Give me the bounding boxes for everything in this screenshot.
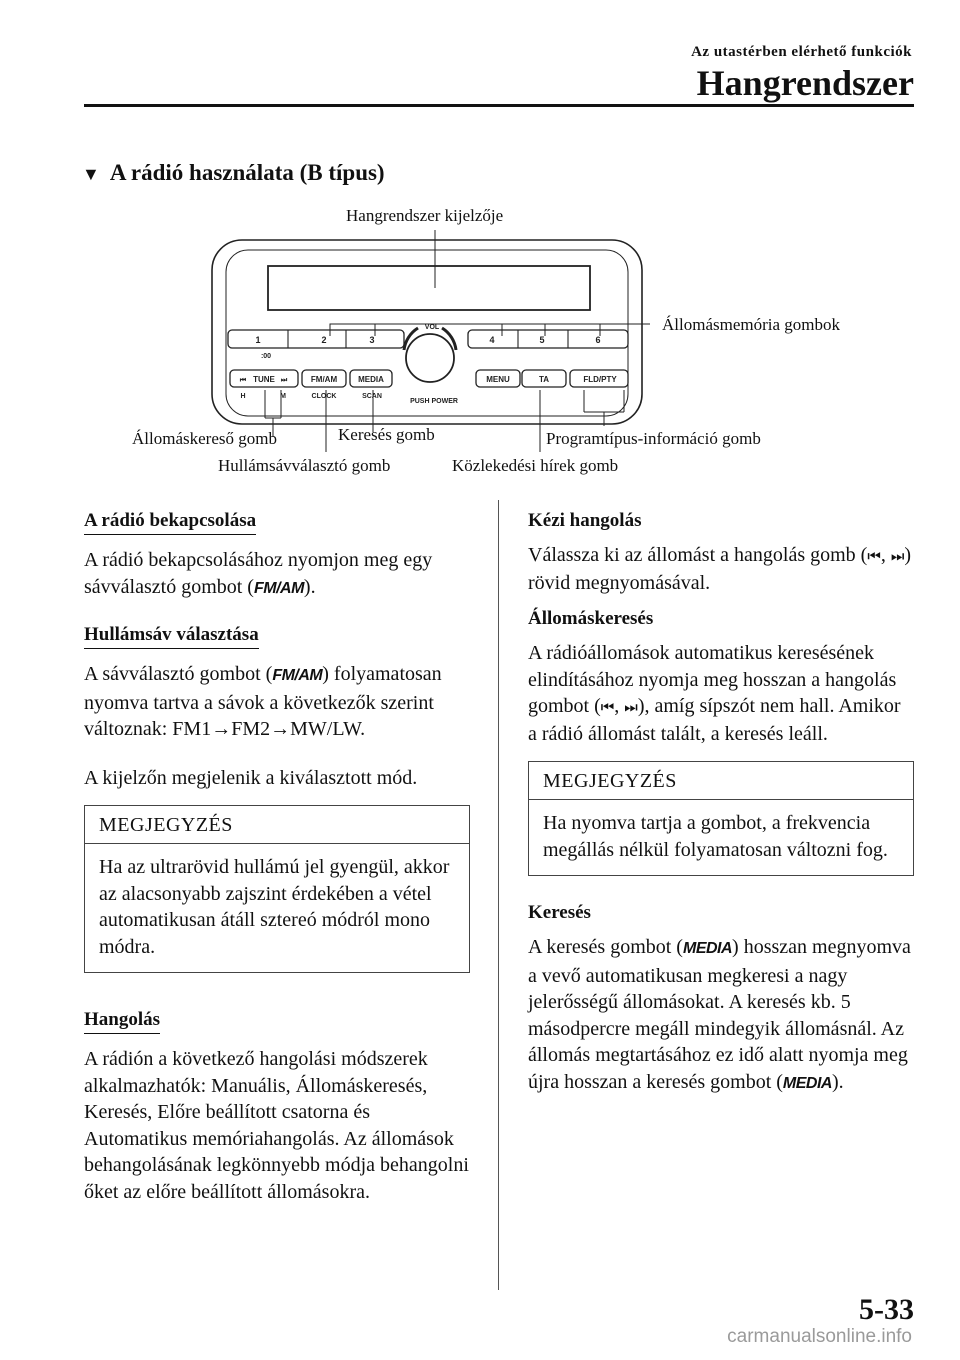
note-body: Ha az ultrarövid hullámú jel gyengül, akkor az alacsonyabb zajszint érdekében a vétel automatikusan átáll sztereó módról mono módra. (99, 856, 450, 958)
note-title: MEGJEGYZÉS (529, 762, 913, 800)
preset-4-button: 4 (489, 335, 495, 345)
caption-display: Hangrendszer kijelzője (346, 206, 504, 225)
right-column (528, 500, 914, 1109)
menu-button: MENU (486, 375, 510, 384)
manual-heading: Kézi hangolás (528, 510, 642, 531)
clock-label: CLOCK (311, 393, 337, 400)
m-label: M (280, 393, 286, 400)
note-title: MEGJEGYZÉS (85, 806, 469, 844)
note-body: Ha nyomva tartja a gombot, a frekvencia megállás nélkül folyamatosan változni fog. (543, 812, 888, 861)
prev-track-icon: ⏮ (600, 698, 615, 716)
preset-2-button: 2 (321, 335, 327, 345)
caption-band: Hullámsávválasztó gomb (218, 456, 391, 475)
fm-am-chip: FM/AM (272, 667, 323, 684)
scan-text: A keresés gombot (MEDIA) hosszan megnyomva a vevő automatikusan megkeresi a nagy jelerősségű állomásokat. A keresés kb. 5 másodpercre megáll mindegyik állomásnál. Az állomás megtartásához ez idő alatt nyomja meg újra hosszan a keresés gombot (MEDIA). (528, 936, 911, 1093)
section-title-text: A rádió használata (B típus) (109, 160, 385, 185)
next-track-icon: ⏭ (280, 377, 288, 384)
power-heading: A rádió bekapcsolása (84, 510, 256, 535)
fm-am-chip: FM/AM (253, 579, 304, 597)
note-box-left (84, 805, 470, 973)
manual-text: Válassza ki az állomást a hangolás gomb (⏮, ⏭) rövid megnyomásával. (528, 544, 912, 594)
fm-am-button: FM/AM (310, 375, 338, 384)
scan-heading: Keresés (528, 902, 591, 923)
preset-6-button: 6 (595, 335, 601, 345)
push-power-label: PUSH POWER (410, 398, 458, 405)
radio-figure (0, 190, 960, 490)
power-text: A rádió bekapcsolásához nyomjon meg egy sávválasztó gombot (FM/AM). (84, 549, 433, 598)
section-title (82, 160, 385, 186)
next-track-icon: ⏭ (624, 698, 638, 716)
header-rule (84, 104, 914, 107)
caption-presets: Állomásmemória gombok (662, 315, 841, 334)
preset-5-button: 5 (539, 335, 545, 345)
ta-button: TA (538, 375, 550, 384)
tuning-text: A rádión a következő hangolási módszerek alkalmazhatók: Manuális, Állomáskeresés, Keresés, Előre beállított csatorna és Automatikus memóriahangolás. Az állomások behangolásának legkönnyebb módja behangolni őket az előre beállított állomásokra. (84, 1048, 469, 1203)
prev-track-icon: ⏮ (239, 377, 247, 384)
next-track-icon: ⏭ (890, 547, 905, 565)
preset-3-button: 3 (369, 335, 375, 345)
h-label: H (240, 393, 246, 400)
header-title: Hangrendszer (696, 63, 914, 103)
tuning-heading: Hangolás (84, 1009, 160, 1034)
watermark: carmanualsonline.info (727, 1326, 912, 1347)
scan-label: SCAN (362, 393, 382, 400)
caption-pty: Programtípus-információ gomb (546, 429, 761, 448)
band-text-display: A kijelzőn megjelenik a kiválasztott mód. (84, 766, 418, 789)
caption-traffic: Közlekedési hírek gomb (452, 456, 619, 475)
header-subtitle: Az utastérben elérhető funkciók (691, 44, 912, 60)
media-chip: MEDIA (682, 940, 733, 957)
caption-scan: Keresés gomb (338, 425, 435, 444)
band-text: A sávválasztó gombot (FM/AM) folyamatosan nyomva tartva a sávok a következők szerint változnak: FM1→FM2→MW/LW. (84, 663, 442, 740)
band-heading: Hullámsáv választása (84, 624, 259, 649)
left-column (84, 500, 470, 1217)
seek-text: A rádióállomások automatikus keresésének elindításához nyomja meg hosszan a hangolás gombot (⏮, ⏭), amíg sípszót nem hall. Amikor a rádió állomást talált, a keresés leáll. (528, 642, 901, 745)
note-box-right (528, 761, 914, 876)
media-chip: MEDIA (782, 1074, 832, 1092)
prev-track-icon: ⏮ (867, 547, 881, 565)
fld-pty-button: FLD/PTY (583, 375, 617, 384)
vol-label: VOL (424, 324, 440, 331)
tune-button: TUNE (253, 375, 275, 384)
column-divider (498, 500, 499, 1290)
page-number: 5-33 (859, 1293, 914, 1326)
media-button: MEDIA (358, 375, 384, 384)
triangle-icon: ▼ (82, 164, 100, 184)
caption-seek: Állomáskereső gomb (132, 429, 277, 448)
clock-sub-label: :00 (260, 353, 272, 360)
seek-heading: Állomáskeresés (528, 608, 654, 629)
preset-1-button: 1 (255, 335, 261, 345)
